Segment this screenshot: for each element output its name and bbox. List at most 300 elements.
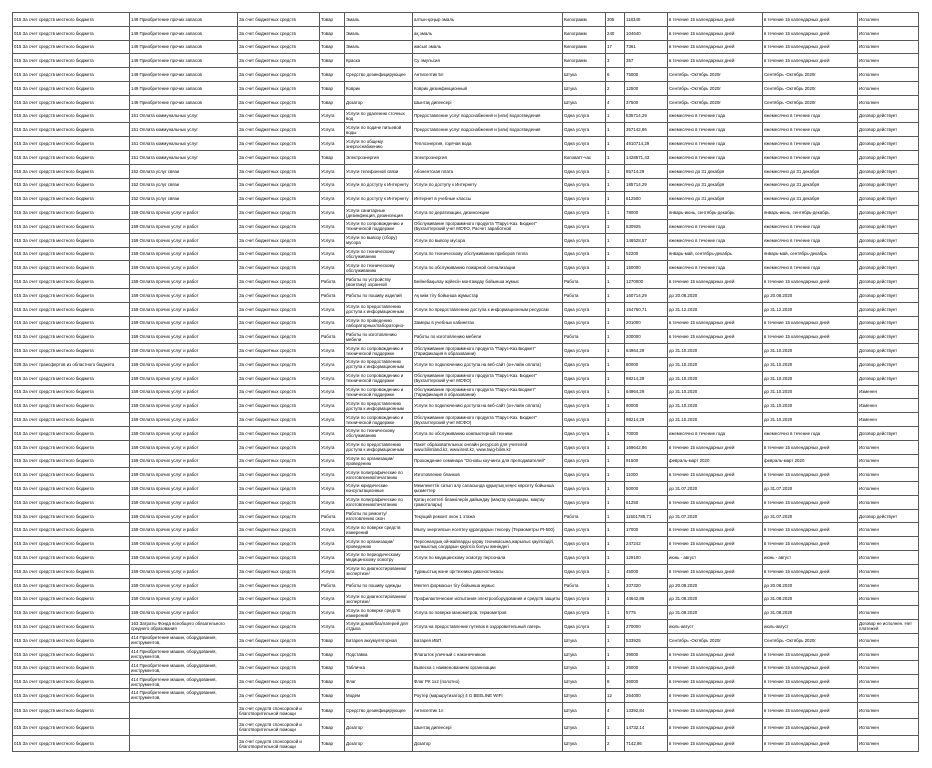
cell-unit: Штука bbox=[563, 735, 606, 752]
cell-unit: Одна услуга bbox=[563, 219, 606, 233]
cell-status: Исполнен bbox=[858, 495, 919, 509]
cell-item: 149 Приобретение прочих запасов bbox=[130, 68, 238, 82]
cell-name: Работы по пошиву изделий bbox=[345, 288, 413, 302]
cell-period: в течение 15 календарных дней bbox=[668, 537, 763, 551]
table-row bbox=[13, 192, 919, 206]
cell-amount: 357 bbox=[625, 54, 668, 68]
cell-period-2: июнь - август bbox=[763, 551, 858, 565]
cell-source: 015 За счет средств местного бюджета bbox=[13, 661, 130, 675]
cell-description: ақ эмаль bbox=[413, 26, 563, 40]
cell-source: 015 За счет средств местного бюджета bbox=[13, 620, 130, 634]
cell-item: 159 Оплата прочих услуг и работ bbox=[130, 509, 238, 523]
cell-unit: Одна услуга bbox=[563, 316, 606, 330]
cell-period: ежемесячно в течение года bbox=[668, 219, 763, 233]
cell-unit: Одна услуга bbox=[563, 164, 606, 178]
cell-amount: 50000 bbox=[625, 482, 668, 496]
cell-unit: Одна услуга bbox=[563, 482, 606, 496]
cell-name: Табличка bbox=[345, 661, 413, 675]
cell-unit: Одна услуга bbox=[563, 564, 606, 578]
cell-type: Услуга bbox=[320, 357, 345, 371]
cell-financing: За счет бюджетных средств bbox=[238, 592, 320, 606]
cell-name: Батарея аккумуляторная bbox=[345, 633, 413, 647]
cell-period: до 31.10.2020 bbox=[668, 385, 763, 399]
cell-qty: 1 bbox=[606, 357, 625, 371]
cell-status: Исполнен bbox=[858, 592, 919, 606]
cell-unit: Работа bbox=[563, 509, 606, 523]
cell-source: 015 За счет средств местного бюджета bbox=[13, 261, 130, 275]
cell-amount: 14732,14 bbox=[625, 719, 668, 736]
cell-amount: 11501785,71 bbox=[625, 509, 668, 523]
cell-status: Исполнен bbox=[858, 647, 919, 661]
cell-period: до 31.10.2020 bbox=[668, 357, 763, 371]
cell-status: Договор действует bbox=[858, 330, 919, 344]
cell-financing: За счет бюджетных средств bbox=[238, 647, 320, 661]
cell-description: жасыл эмаль bbox=[413, 40, 563, 54]
cell-status: Исполнен bbox=[858, 702, 919, 719]
table-row bbox=[13, 564, 919, 578]
cell-source: 015 За счет средств местного бюджета bbox=[13, 495, 130, 509]
cell-description: Обслуживание программного продукта "Парус-Каз. Бюджет" (Бухгалтерский учет МСФО) bbox=[413, 413, 563, 427]
cell-financing: За счет средств спонсорской и благотворительной помощи bbox=[238, 702, 320, 719]
cell-financing: За счет средств спонсорской и благотворительной помощи bbox=[238, 735, 320, 752]
cell-item: 149 Приобретение прочих запасов bbox=[130, 13, 238, 27]
cell-item: 159 Оплата прочих услуг и работ bbox=[130, 247, 238, 261]
cell-source: 015 За счет средств местного бюджета bbox=[13, 454, 130, 468]
cell-period-2: в течение 15 календарных дней bbox=[763, 316, 858, 330]
table-row bbox=[13, 357, 919, 371]
cell-type: Товар bbox=[320, 40, 345, 54]
cell-period-2: в течение 15 календарных дней bbox=[763, 661, 858, 675]
cell-status: Исполнен bbox=[858, 454, 919, 468]
cell-financing: За счет бюджетных средств bbox=[238, 564, 320, 578]
cell-period: в течение 15 календарных дней bbox=[668, 316, 763, 330]
cell-unit: Одна услуга bbox=[563, 454, 606, 468]
cell-source: 015 За счет средств местного бюджета bbox=[13, 689, 130, 703]
table-row bbox=[13, 13, 919, 27]
cell-amount: 533925 bbox=[625, 633, 668, 647]
cell-period-2: ежемесячно до 31 декабря bbox=[763, 192, 858, 206]
cell-item: 152 Оплата услуг связи bbox=[130, 192, 238, 206]
cell-item: 159 Оплата прочих услуг и работ bbox=[130, 371, 238, 385]
cell-period: до 31.10.2020 bbox=[668, 344, 763, 358]
cell-name: Услуги по вывозу (сбору) мусора bbox=[345, 233, 413, 247]
cell-qty: 1 bbox=[606, 275, 625, 289]
cell-qty: 1 bbox=[606, 606, 625, 620]
cell-description: Услуга по дератизации, дезинсекции bbox=[413, 206, 563, 220]
cell-unit: Килограмм bbox=[563, 26, 606, 40]
cell-description: Текущий ремонт окон 1 этажа bbox=[413, 509, 563, 523]
cell-period-2: ежемесячно до 31 декабря bbox=[763, 164, 858, 178]
cell-period-2: в течение 15 календарных дней bbox=[763, 735, 858, 752]
cell-item: 414 Приобретение машин, оборудования, инструментов, bbox=[130, 661, 238, 675]
table-body bbox=[13, 13, 919, 752]
cell-status: Исполнен bbox=[858, 689, 919, 703]
cell-amount: 36000 bbox=[625, 675, 668, 689]
cell-amount: 80000 bbox=[625, 399, 668, 413]
cell-source: 015 За счет средств местного бюджета bbox=[13, 233, 130, 247]
cell-description: Бейнебақылау жүйесін монтаждау бойынша жұмыс bbox=[413, 275, 563, 289]
cell-description: Услуги по подключению доступа на веб-сайт (он-лайн оплата) bbox=[413, 399, 563, 413]
cell-unit: Одна услуга bbox=[563, 178, 606, 192]
cell-unit: Работа bbox=[563, 578, 606, 592]
cell-name: Услуги полиграфические по изготовлению/печатанию bbox=[345, 495, 413, 509]
cell-qty: 1 bbox=[606, 302, 625, 316]
table-row bbox=[13, 468, 919, 482]
cell-item: 159 Оплата прочих услуг и работ bbox=[130, 523, 238, 537]
cell-amount: 270000 bbox=[625, 620, 668, 634]
cell-status: Исполнен bbox=[858, 81, 919, 95]
cell-name: Услуги по техническому обслуживанию bbox=[345, 247, 413, 261]
cell-item: 159 Оплата прочих услуг и работ bbox=[130, 592, 238, 606]
cell-period: Сентябрь -Октябрь 2020г bbox=[668, 633, 763, 647]
cell-source: 015 За счет средств местного бюджета bbox=[13, 606, 130, 620]
cell-period-2: до 31.10.2020 bbox=[763, 385, 858, 399]
cell-type: Услуга bbox=[320, 564, 345, 578]
cell-item: 151 Оплата коммунальных услуг bbox=[130, 150, 238, 164]
cell-item: 163 Затраты Фонда всеобщего обязательного среднего образования bbox=[130, 620, 238, 634]
cell-qty: 6 bbox=[606, 68, 625, 82]
cell-period: до 31.10.2020 bbox=[668, 371, 763, 385]
cell-period-2: ежемесячно в течение года bbox=[763, 137, 858, 151]
cell-qty: 17 bbox=[606, 40, 625, 54]
cell-source: 015 За счет средств местного бюджета bbox=[13, 578, 130, 592]
cell-item: 414 Приобретение машин, оборудования, инструментов, bbox=[130, 647, 238, 661]
cell-unit: Работа bbox=[563, 275, 606, 289]
cell-item: 151 Оплата коммунальных услуг bbox=[130, 123, 238, 137]
cell-unit: Штука bbox=[563, 689, 606, 703]
cell-amount: 98214,29 bbox=[625, 371, 668, 385]
cell-item: 159 Оплата прочих услуг и работ bbox=[130, 537, 238, 551]
cell-period-2: до 31.10.2020 bbox=[763, 371, 858, 385]
procurement-table bbox=[12, 12, 919, 752]
cell-period: Сентябрь -Октябрь 2020г bbox=[668, 68, 763, 82]
table-row bbox=[13, 288, 919, 302]
cell-period-2: в течение 15 календарных дней bbox=[763, 275, 858, 289]
cell-period: в течение 15 календарных дней bbox=[668, 689, 763, 703]
cell-type: Товар bbox=[320, 675, 345, 689]
cell-name: Дозатор bbox=[345, 95, 413, 109]
cell-unit: Работа bbox=[563, 330, 606, 344]
cell-financing: За счет бюджетных средств bbox=[238, 606, 320, 620]
table-row bbox=[13, 661, 919, 675]
cell-name: Услуги по удалению сточных вод bbox=[345, 109, 413, 123]
cell-qty: 1 bbox=[606, 330, 625, 344]
cell-qty: 1 bbox=[606, 385, 625, 399]
table-row bbox=[13, 689, 919, 703]
cell-source: 015 За счет средств местного бюджета bbox=[13, 40, 130, 54]
cell-item: 159 Оплата прочих услуг и работ bbox=[130, 551, 238, 565]
cell-type: Услуга bbox=[320, 537, 345, 551]
table-row bbox=[13, 316, 919, 330]
table-row bbox=[13, 261, 919, 275]
cell-period-2: в течение 15 календарных дней bbox=[763, 330, 858, 344]
cell-source: 015 За счет средств местного бюджета bbox=[13, 509, 130, 523]
cell-unit: Одна услуга bbox=[563, 523, 606, 537]
cell-item: 159 Оплата прочих услуг и работ bbox=[130, 495, 238, 509]
cell-amount: 12500 bbox=[625, 81, 668, 95]
cell-period-2: в течение 15 календарных дней bbox=[763, 26, 858, 40]
cell-period: ежемесячно до 31 декабря bbox=[668, 164, 763, 178]
cell-financing: За счет бюджетных средств bbox=[238, 302, 320, 316]
cell-qty: 1 bbox=[606, 719, 625, 736]
cell-description: Электроэнергия bbox=[413, 150, 563, 164]
cell-name: Услуги по диагностированию/экспертизе/ bbox=[345, 592, 413, 606]
cell-amount: 104640 bbox=[625, 26, 668, 40]
cell-item: 149 Приобретение прочих запасов bbox=[130, 54, 238, 68]
cell-financing: За счет бюджетных средств bbox=[238, 537, 320, 551]
cell-period: ежемесячно в течение года bbox=[668, 233, 763, 247]
cell-source: 015 За счет средств местного бюджета bbox=[13, 13, 130, 27]
cell-unit: Одна услуга bbox=[563, 495, 606, 509]
cell-financing: За счет бюджетных средств bbox=[238, 192, 320, 206]
cell-item: 152 Оплата услуг связи bbox=[130, 164, 238, 178]
cell-source: 015 За счет средств местного бюджета bbox=[13, 123, 130, 137]
cell-financing: За счет бюджетных средств bbox=[238, 385, 320, 399]
cell-unit: Одна услуга bbox=[563, 413, 606, 427]
cell-source: 015 За счет средств местного бюджета bbox=[13, 81, 130, 95]
cell-period: до 31.12.2020 bbox=[668, 302, 763, 316]
cell-unit: Одна услуга bbox=[563, 468, 606, 482]
cell-status: Договор действует bbox=[858, 150, 919, 164]
cell-description: Персоналдың ой-жайларды қорау техникасына,жарылыс қауіпсіздігі, қылмыстық салдарын қауіпсіз болуы жөніндегі bbox=[413, 537, 563, 551]
cell-qty: 1 bbox=[606, 233, 625, 247]
cell-financing: За счет средств спонсорской и благотворительной помощи bbox=[238, 719, 320, 736]
cell-source: 015 За счет средств местного бюджета bbox=[13, 302, 130, 316]
cell-unit: Одна услуга bbox=[563, 606, 606, 620]
cell-type: Услуга bbox=[320, 523, 345, 537]
cell-unit: Штука bbox=[563, 81, 606, 95]
cell-type: Товар bbox=[320, 735, 345, 752]
cell-qty: 1 bbox=[606, 109, 625, 123]
cell-period-2: ежемесячно в течение года bbox=[763, 426, 858, 440]
cell-period: в течение 15 календарных дней bbox=[668, 40, 763, 54]
cell-amount: 37500 bbox=[625, 95, 668, 109]
cell-amount: 129100 bbox=[625, 551, 668, 565]
cell-qty: 1 bbox=[606, 564, 625, 578]
cell-qty: 1 bbox=[606, 647, 625, 661]
cell-description: Услуга по поверке манометров, термометров bbox=[413, 606, 563, 620]
cell-name: Услуги по поверке средств измерений bbox=[345, 606, 413, 620]
cell-amount: 118340 bbox=[625, 13, 668, 27]
cell-unit: Одна услуга bbox=[563, 233, 606, 247]
cell-period: июнь - август bbox=[668, 551, 763, 565]
table-row bbox=[13, 54, 919, 68]
cell-status: Исполнен bbox=[858, 719, 919, 736]
cell-description: Мектеп формасын тігу бойынша жұмыс bbox=[413, 578, 563, 592]
cell-qty: 1 bbox=[606, 633, 625, 647]
cell-amount: 64964,29 bbox=[625, 385, 668, 399]
cell-description: Услуги по подключению доступа на веб-сайт (он-лайн оплата) bbox=[413, 357, 563, 371]
cell-financing: За счет бюджетных средств bbox=[238, 233, 320, 247]
cell-item: 159 Оплата прочих услуг и работ bbox=[130, 206, 238, 220]
cell-status: Договор действует bbox=[858, 426, 919, 440]
cell-name: Услуги по проведению лабораторных/лабораторно- bbox=[345, 316, 413, 330]
cell-item bbox=[130, 719, 238, 736]
cell-type: Услуга bbox=[320, 413, 345, 427]
cell-status: Изменен bbox=[858, 399, 919, 413]
cell-status: Исполнен bbox=[858, 578, 919, 592]
cell-name: Дозатор bbox=[345, 719, 413, 736]
cell-name: Эмаль bbox=[345, 13, 413, 27]
cell-name: Услуги по предоставлению доступа к информационным bbox=[345, 440, 413, 454]
cell-description: Услуга по обслуживанию компьютерной техники bbox=[413, 426, 563, 440]
cell-qty: 1 bbox=[606, 206, 625, 220]
cell-financing: За счет бюджетных средств bbox=[238, 620, 320, 634]
cell-qty: 1 bbox=[606, 123, 625, 137]
cell-period: январь-июнь, сентябрь-декабрь bbox=[668, 206, 763, 220]
cell-status: Договор действует bbox=[858, 206, 919, 220]
cell-name: Услуги по сопровождению и технической поддержке bbox=[345, 413, 413, 427]
cell-period-2: в течение 15 календарных дней bbox=[763, 468, 858, 482]
cell-source: 015 За счет средств местного бюджета bbox=[13, 247, 130, 261]
cell-amount: 247242 bbox=[625, 537, 668, 551]
cell-amount: 337320 bbox=[625, 578, 668, 592]
cell-financing: За счет бюджетных средств bbox=[238, 123, 320, 137]
cell-type: Товар bbox=[320, 95, 345, 109]
cell-period: ежемесячно в течение года bbox=[668, 123, 763, 137]
cell-status: Договор действует bbox=[858, 219, 919, 233]
cell-unit: Одна услуга bbox=[563, 440, 606, 454]
cell-name: Работы по устройству (монтажу) охранной bbox=[345, 275, 413, 289]
cell-name: Электроэнергия bbox=[345, 150, 413, 164]
cell-description: Услуга по обслуживанию пожарной сигнализации bbox=[413, 261, 563, 275]
table-row bbox=[13, 330, 919, 344]
cell-qty: 1 bbox=[606, 509, 625, 523]
cell-source: 015 За счет средств местного бюджета bbox=[13, 537, 130, 551]
cell-source: 015 За счет средств местного бюджета bbox=[13, 482, 130, 496]
cell-financing: За счет бюджетных средств bbox=[238, 81, 320, 95]
cell-period-2: до 31.10.2020 bbox=[763, 357, 858, 371]
cell-description: Ақ киім тігу бойынша жұмыстар bbox=[413, 288, 563, 302]
cell-item bbox=[130, 735, 238, 752]
cell-period: февраль-март 2020 bbox=[668, 454, 763, 468]
cell-type: Товар bbox=[320, 68, 345, 82]
cell-amount: 7361 bbox=[625, 40, 668, 54]
cell-description: Обслуживание программного продукта "Парус-Каз.Бюджет" (Тарификация в образовании) bbox=[413, 344, 563, 358]
cell-period: июль-август bbox=[668, 620, 763, 634]
cell-item: 159 Оплата прочих услуг и работ bbox=[130, 578, 238, 592]
cell-qty: 2 bbox=[606, 735, 625, 752]
cell-amount: 39000 bbox=[625, 647, 668, 661]
cell-type: Работа bbox=[320, 330, 345, 344]
cell-financing: За счет бюджетных средств bbox=[238, 95, 320, 109]
cell-period: ежемесячно в течение года bbox=[668, 426, 763, 440]
cell-unit: Одна услуга bbox=[563, 206, 606, 220]
cell-description: Шынтақ дипенсері bbox=[413, 719, 563, 736]
cell-amount: 45000 bbox=[625, 564, 668, 578]
cell-period: до 31.08.2020 bbox=[668, 606, 763, 620]
cell-item: 159 Оплата прочих услуг и работ bbox=[130, 399, 238, 413]
cell-name: Услуги по периодическому медицинскому осмотру bbox=[345, 551, 413, 565]
cell-amount: 357142,86 bbox=[625, 123, 668, 137]
cell-period-2: в течение 15 календарных дней bbox=[763, 537, 858, 551]
cell-qty: 1 bbox=[606, 219, 625, 233]
cell-amount: 1270000 bbox=[625, 275, 668, 289]
cell-qty: 1 bbox=[606, 261, 625, 275]
cell-period: Сентябрь -Октябрь 2020г bbox=[668, 95, 763, 109]
cell-financing: За счет бюджетных средств bbox=[238, 26, 320, 40]
cell-name: Услуги юридические консультационные bbox=[345, 482, 413, 496]
cell-item: 159 Оплата прочих услуг и работ bbox=[130, 357, 238, 371]
cell-item: 159 Оплата прочих услуг и работ bbox=[130, 468, 238, 482]
cell-qty: 1 bbox=[606, 523, 625, 537]
cell-amount: 91500 bbox=[625, 454, 668, 468]
cell-financing: За счет бюджетных средств bbox=[238, 482, 320, 496]
cell-unit: Штука bbox=[563, 68, 606, 82]
cell-description: Антисептик 5л bbox=[413, 68, 563, 82]
cell-period: ежемесячно в течение года bbox=[668, 137, 763, 151]
cell-unit: Одна услуга bbox=[563, 620, 606, 634]
table-row bbox=[13, 40, 919, 54]
cell-item: 159 Оплата прочих услуг и работ bbox=[130, 233, 238, 247]
cell-status: Договор действует bbox=[858, 247, 919, 261]
cell-unit: Одна услуга bbox=[563, 247, 606, 261]
cell-description: Прохождение семинара "Основы коучинга для преподавателей" bbox=[413, 454, 563, 468]
cell-unit: Одна услуга bbox=[563, 109, 606, 123]
cell-period: в течение 15 календарных дней bbox=[668, 275, 763, 289]
cell-unit: Одна услуга bbox=[563, 192, 606, 206]
cell-amount: 4910714,29 bbox=[625, 137, 668, 151]
cell-period-2: январь-июнь, сентябрь-декабрь bbox=[763, 206, 858, 220]
cell-amount: 17000 bbox=[625, 523, 668, 537]
cell-period-2: в течение 15 календарных дней bbox=[763, 523, 858, 537]
cell-unit: Штука bbox=[563, 702, 606, 719]
cell-type: Услуга bbox=[320, 468, 345, 482]
table-row bbox=[13, 123, 919, 137]
cell-period: до 31.10.2020 bbox=[668, 399, 763, 413]
cell-item: 159 Оплата прочих услуг и работ bbox=[130, 316, 238, 330]
table-row bbox=[13, 385, 919, 399]
cell-source: 015 За счет средств местного бюджета bbox=[13, 633, 130, 647]
cell-period-2: ежемесячно в течение года bbox=[763, 219, 858, 233]
cell-period: ежемесячно в течение года bbox=[668, 261, 763, 275]
cell-qty: 1 bbox=[606, 426, 625, 440]
cell-source: 015 За счет средств местного бюджета bbox=[13, 385, 130, 399]
cell-unit: Одна услуга bbox=[563, 551, 606, 565]
cell-status: Исполнен bbox=[858, 675, 919, 689]
cell-item: 151 Оплата коммунальных услуг bbox=[130, 109, 238, 123]
table-row bbox=[13, 523, 919, 537]
cell-qty: 1 bbox=[606, 288, 625, 302]
cell-amount: 11000 bbox=[625, 468, 668, 482]
cell-item: 414 Приобретение машин, оборудования, инструментов, bbox=[130, 689, 238, 703]
cell-financing: За счет бюджетных средств bbox=[238, 288, 320, 302]
cell-qty: 4 bbox=[606, 702, 625, 719]
cell-unit: Штука bbox=[563, 661, 606, 675]
table-row bbox=[13, 413, 919, 427]
cell-name: Подставка bbox=[345, 647, 413, 661]
cell-status: Договор действует bbox=[858, 164, 919, 178]
cell-description: Интернет в учебные классы bbox=[413, 192, 563, 206]
cell-period: в течение 15 календарных дней bbox=[668, 26, 763, 40]
spreadsheet bbox=[12, 12, 918, 752]
cell-amount: 201000 bbox=[625, 316, 668, 330]
cell-status: Исполнен bbox=[858, 440, 919, 454]
cell-status: Исполнен bbox=[858, 482, 919, 496]
cell-description: Изготовление бланков bbox=[413, 468, 563, 482]
cell-source: 015 За счет средств местного бюджета bbox=[13, 675, 130, 689]
cell-source: 015 За счет средств местного бюджета bbox=[13, 275, 130, 289]
cell-amount: 154760,71 bbox=[625, 302, 668, 316]
cell-description: Услуги по медицинскому осмотру персонала bbox=[413, 551, 563, 565]
table-row bbox=[13, 606, 919, 620]
cell-amount: 78000 bbox=[625, 206, 668, 220]
cell-amount: 44642,86 bbox=[625, 592, 668, 606]
cell-description: Су эмульсия bbox=[413, 54, 563, 68]
cell-financing: За счет бюджетных средств bbox=[238, 371, 320, 385]
cell-amount: 1428571,43 bbox=[625, 150, 668, 164]
cell-financing: За счет бюджетных средств bbox=[238, 137, 320, 151]
